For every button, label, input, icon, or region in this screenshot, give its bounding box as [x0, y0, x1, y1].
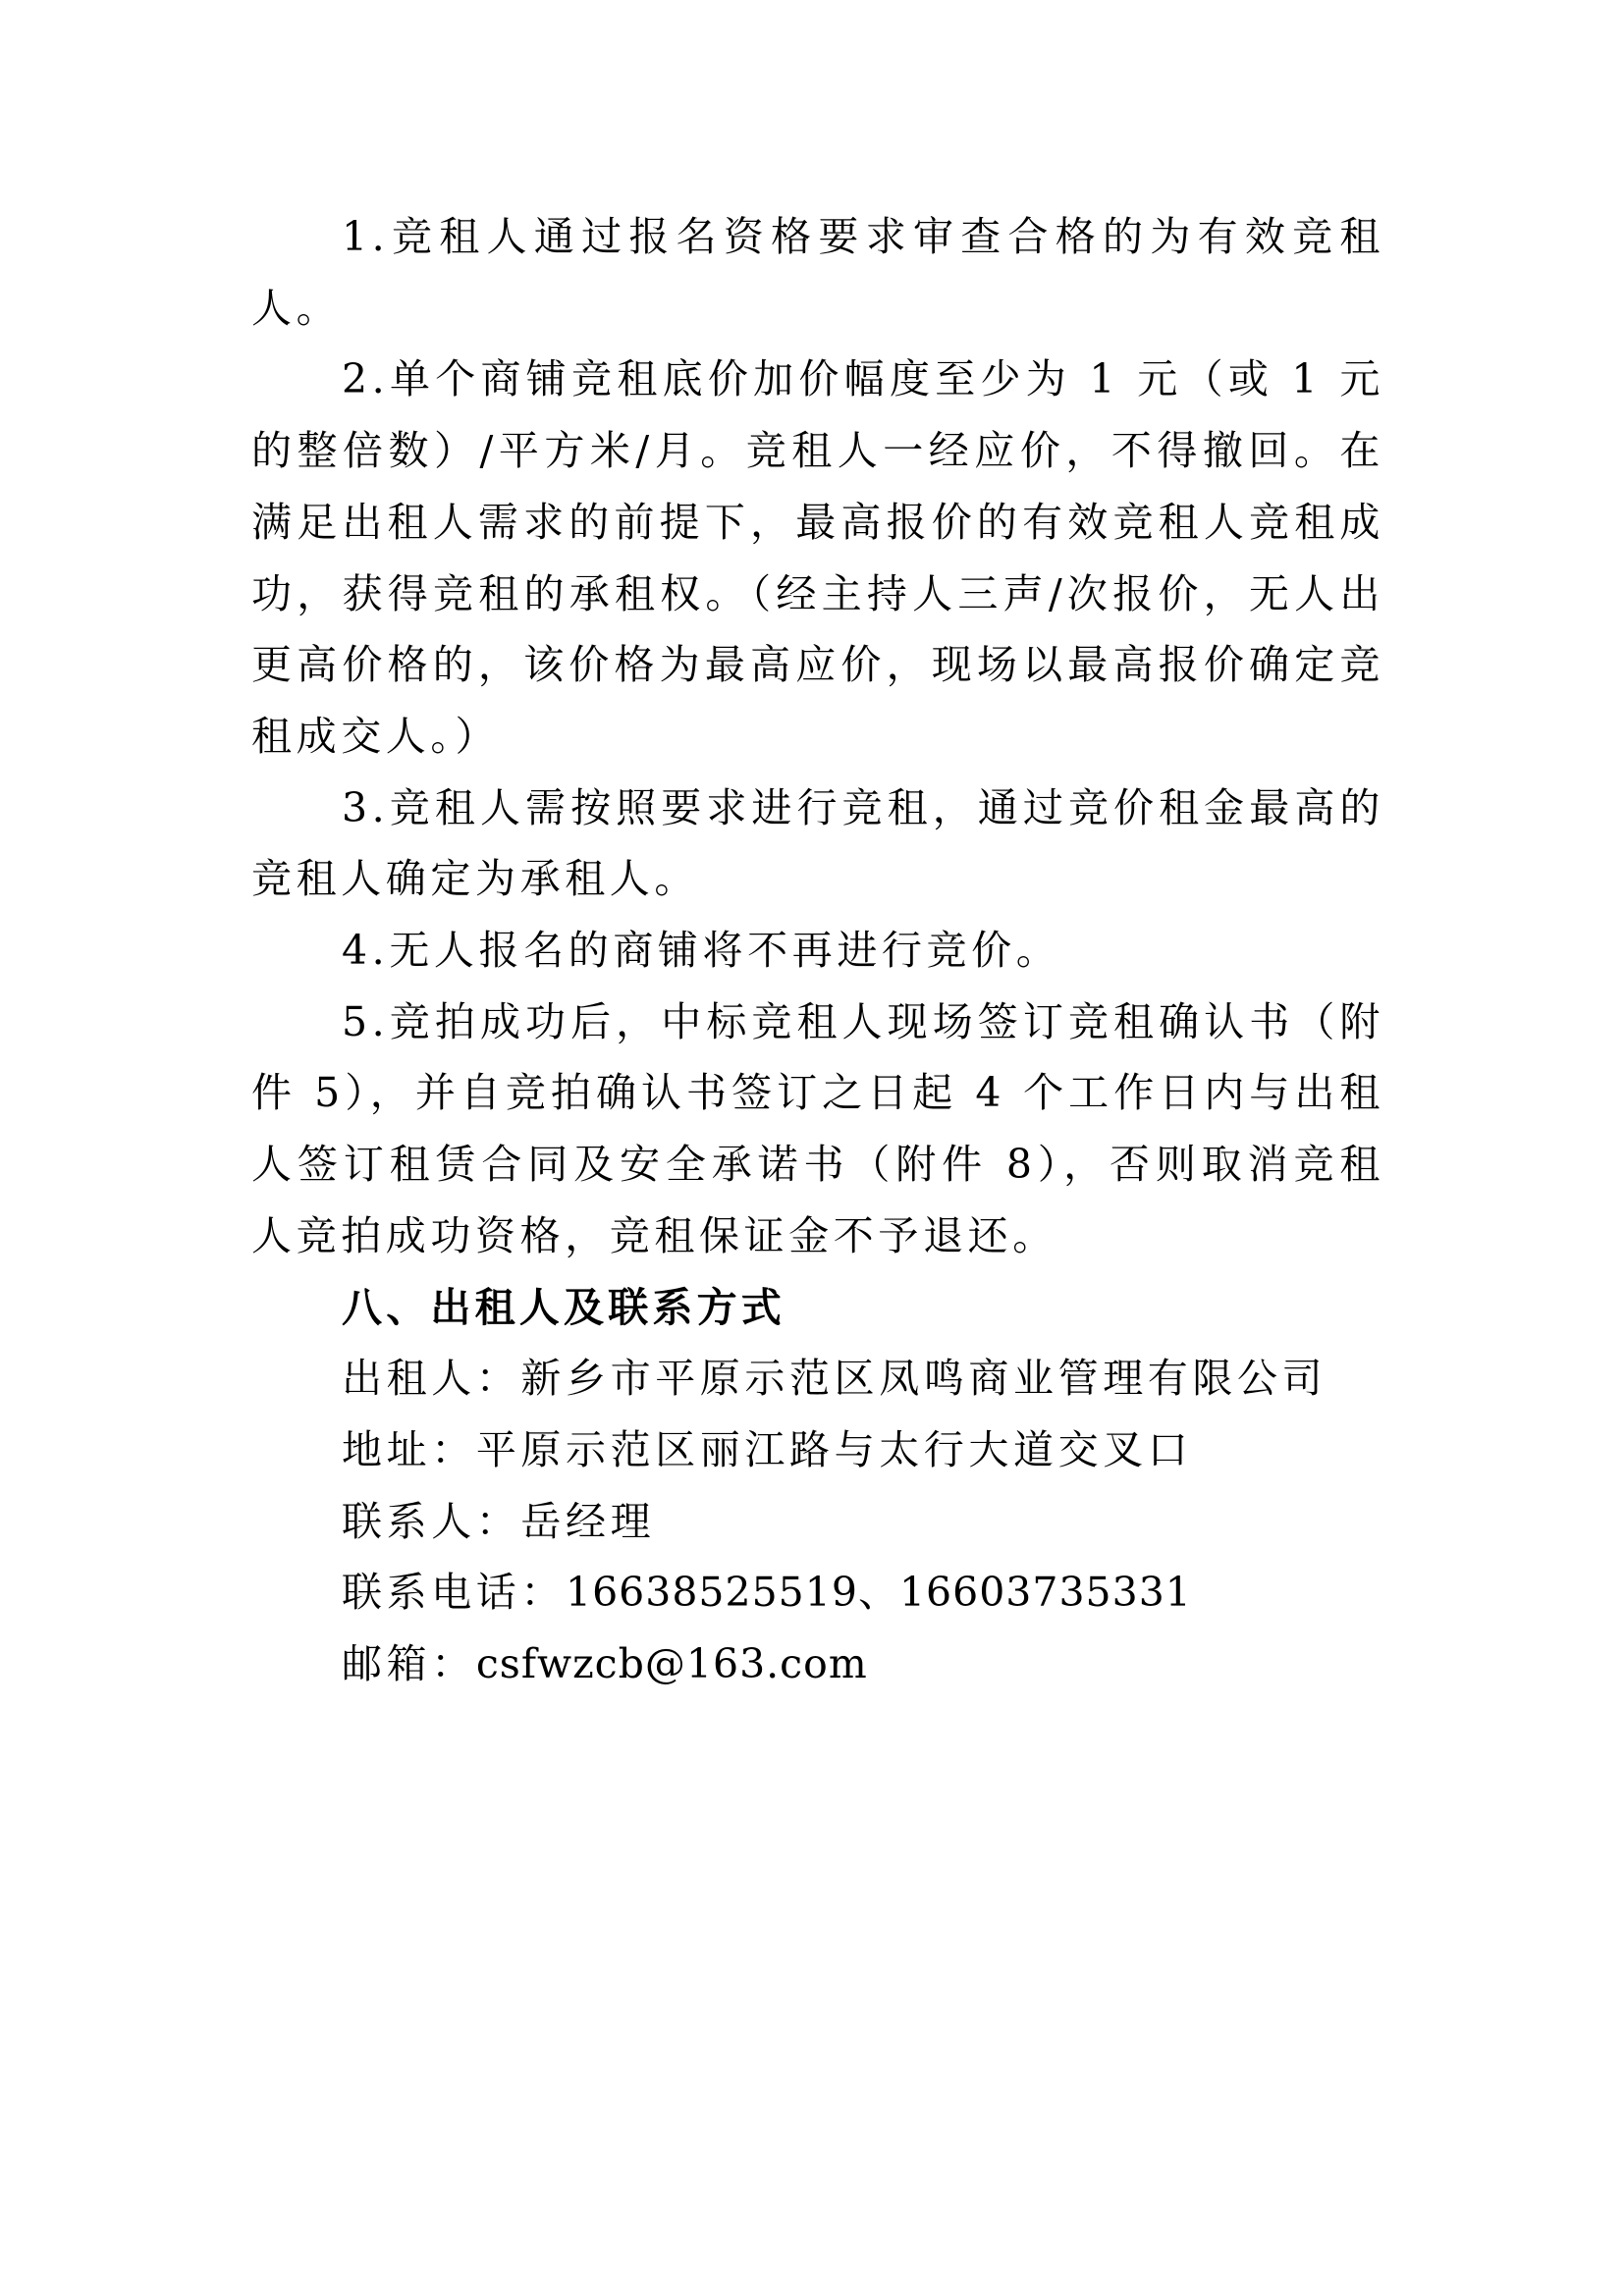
address-line	[251, 1415, 1384, 1486]
phone-value: 16638525519、16603735331	[566, 1569, 1192, 1617]
section-heading: 八、出租人及联系方式	[342, 1283, 785, 1331]
paragraph-5: 5.竞拍成功后，中标竞租人现场签订竞租确认书（附件 5），并自竞拍确认书签订之日起 4 个工作日内与出租人签订租赁合同及安全承诺书（附件 8），否则取消竞租人竞拍成功资格，竞租保证金不予退还。	[251, 997, 1384, 1259]
contact-person-value: 岳经理	[520, 1497, 656, 1545]
paragraph-2: 2.单个商铺竞租底价加价幅度至少为 1 元（或 1 元的整倍数）/平方米/月。竞租人一经应价，不得撤回。在满足出租人需求的前提下，最高报价的有效竞租人竞租成功，获得竞租的承租权。（经主持人三声/次报价，无人出更高价格的，该价格为最高应价，现场以最高报价确定竞租成交人。）	[251, 355, 1384, 760]
lessor-label: 出租人：	[342, 1355, 521, 1403]
paragraph-4: 4.无人报名的商铺将不再进行竞价。	[342, 927, 1061, 975]
contact-person-line	[251, 1486, 1384, 1558]
phone-label: 联系电话：	[342, 1569, 566, 1617]
paragraph-1: 1.竞租人通过报名资格要求审查合格的为有效竞租人。	[251, 213, 1384, 332]
email-value: csfwzcb@163.com	[475, 1640, 868, 1688]
paragraph-3: 3.竞租人需按照要求进行竞租，通过竞价租金最高的竞租人确定为承租人。	[251, 783, 1384, 903]
address-value: 平原示范区丽江路与太行大道交叉口	[475, 1425, 1193, 1473]
phone-line	[251, 1557, 1384, 1629]
contact-person-label: 联系人：	[342, 1497, 521, 1545]
email-label: 邮箱：	[342, 1640, 476, 1688]
document-page	[251, 201, 1384, 1700]
email-line	[251, 1629, 1384, 1700]
lessor-value: 新乡市平原示范区凤鸣商业管理有限公司	[520, 1355, 1327, 1403]
lessor-line	[251, 1343, 1384, 1415]
address-label: 地址：	[342, 1425, 476, 1473]
